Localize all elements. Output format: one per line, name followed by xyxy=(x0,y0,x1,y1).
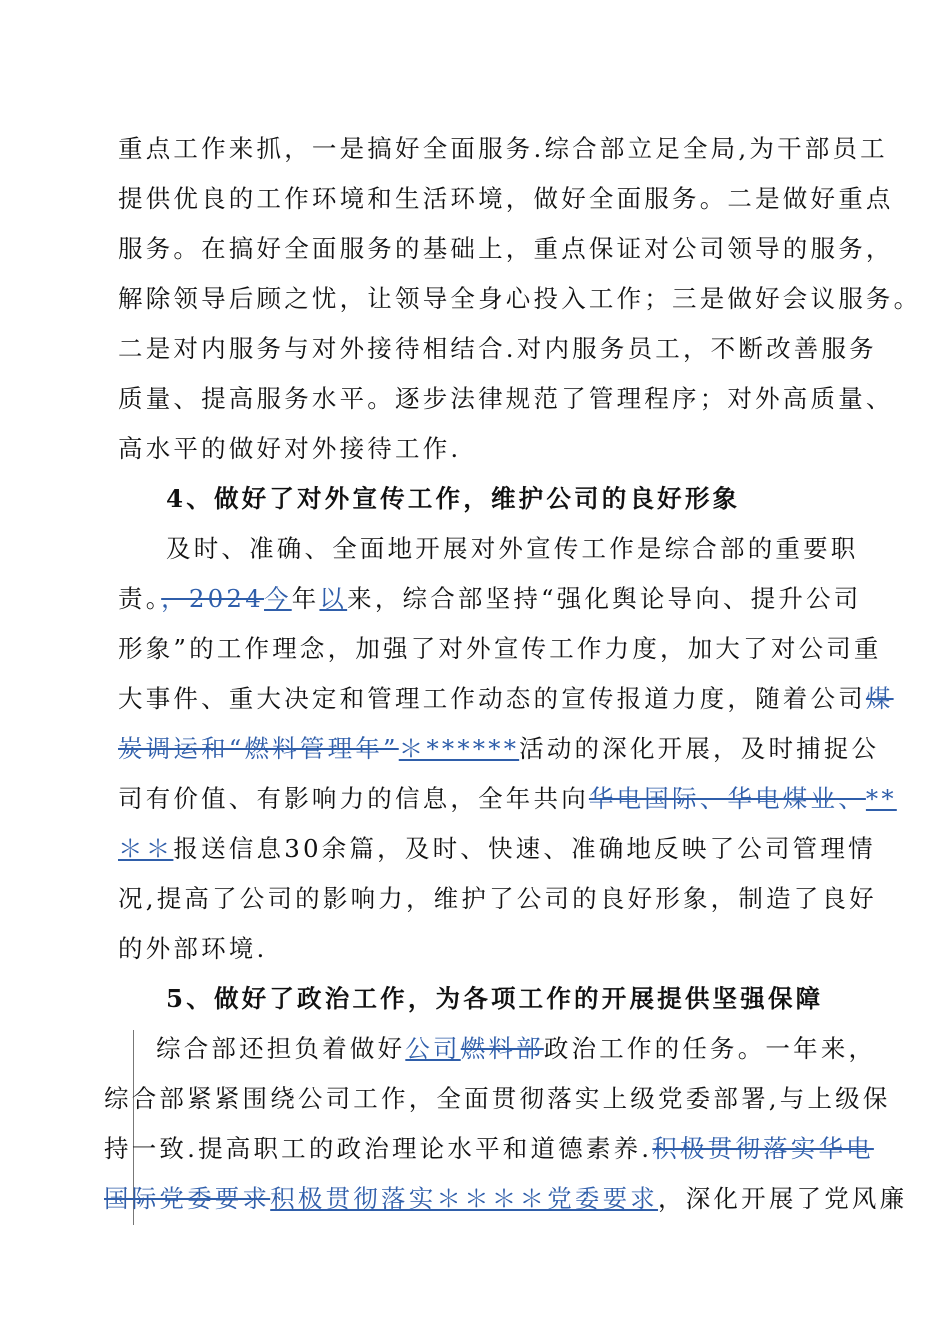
inserted-text: 积极贯彻落实＊＊＊＊党委要求 xyxy=(270,1184,659,1213)
text-run: 责。 xyxy=(118,584,162,613)
text-line: 况,提高了公司的影响力，维护了公司的良好形象，制造了良好 xyxy=(118,884,877,913)
inserted-text: ** xyxy=(865,784,897,813)
section-heading-4: 4、做好了对外宣传工作，维护公司的良好形象 xyxy=(166,484,741,513)
text-line: 服务。在搞好全面服务的基础上，重点保证对公司领导的服务， xyxy=(118,234,894,263)
text-run: ，深化开展了党风廉 xyxy=(658,1184,908,1213)
inserted-text: 公司 xyxy=(405,1034,461,1063)
text-line xyxy=(104,1183,907,1215)
deleted-text: ，2024 xyxy=(161,584,265,613)
text-line: 综合部紧紧围绕公司工作，全面贯彻落实上级党委部署,与上级保 xyxy=(104,1084,891,1113)
deleted-text: 积极贯彻落实华电 xyxy=(652,1134,874,1163)
text-line: 形象”的工作理念，加强了对外宣传工作力度，加大了对公司重 xyxy=(118,634,882,663)
text-run: 政治工作的任务。一年来， xyxy=(543,1034,877,1063)
deleted-text: 燃料部 xyxy=(460,1034,544,1063)
deleted-text: 炭调运和“燃料管理年” xyxy=(118,734,399,763)
text-line xyxy=(118,733,879,765)
inserted-text: ＊****** xyxy=(398,734,520,763)
deleted-text: 华电国际、华电煤业、 xyxy=(588,784,866,813)
text-line xyxy=(118,783,897,815)
text-run: 综合部还担负着做好 xyxy=(156,1034,406,1063)
inserted-text: 今 xyxy=(264,584,292,613)
text-line xyxy=(118,833,876,865)
text-line xyxy=(118,583,861,615)
text-run: 司有价值、有影响力的信息，全年共向 xyxy=(118,784,589,813)
inserted-text: 以 xyxy=(319,584,348,613)
text-run: 活动的深化开展，及时捕捉公 xyxy=(519,734,880,763)
text-line xyxy=(156,1033,876,1065)
text-line: 重点工作来抓，一是搞好全面服务.综合部立足全局,为干部员工 xyxy=(118,134,888,163)
text-run: 报送信息30余篇，及时、快速、准确地反映了公司管理情 xyxy=(173,834,876,863)
text-run: 来，综合部坚持“强化舆论导向、提升公司 xyxy=(347,584,862,613)
text-line: 的外部环境. xyxy=(118,934,268,963)
text-line: 解除领导后顾之忧，让领导全身心投入工作；三是做好会议服务。 xyxy=(118,284,922,313)
text-line: 及时、准确、全面地开展对外宣传工作是综合部的重要职 xyxy=(166,534,859,563)
text-run: 持一致.提高职工的政治理论水平和道德素养. xyxy=(104,1134,653,1163)
text-line: 提供优良的工作环境和生活环境，做好全面服务。二是做好重点 xyxy=(118,184,894,213)
text-line xyxy=(104,1133,874,1165)
text-line: 高水平的做好对外接待工作. xyxy=(118,434,462,463)
deleted-text: 国际党委要求 xyxy=(104,1184,271,1213)
text-run: 大事件、重大决定和管理工作动态的宣传报道力度，随着公司 xyxy=(118,684,866,713)
text-run: 年 xyxy=(291,584,320,613)
text-line: 二是对内服务与对外接待相结合.对内服务员工，不断改善服务 xyxy=(118,334,877,363)
text-line xyxy=(118,683,894,715)
inserted-text: ＊＊ xyxy=(118,834,174,863)
text-line: 质量、提高服务水平。逐步法律规范了管理程序；对外高质量、 xyxy=(118,384,894,413)
section-heading-5: 5、做好了政治工作，为各项工作的开展提供坚强保障 xyxy=(166,984,824,1013)
deleted-text: 煤 xyxy=(865,684,894,713)
